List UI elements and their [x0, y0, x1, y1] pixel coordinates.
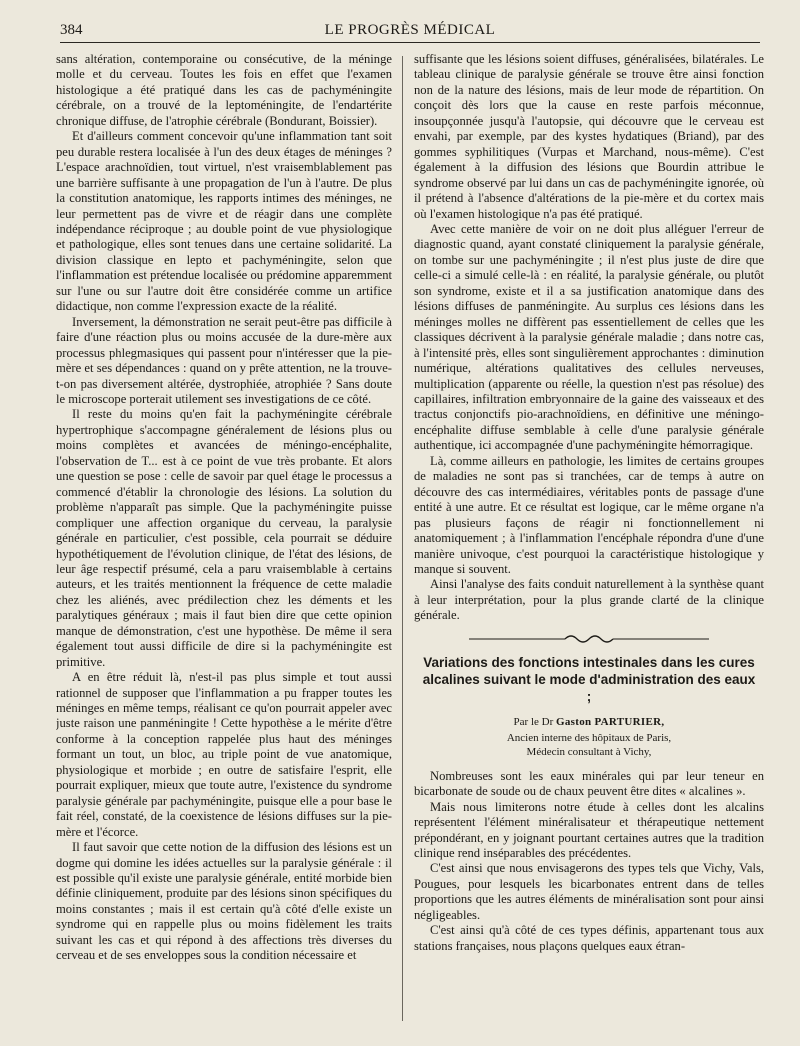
paragraph: Mais nous limiterons notre étude à celles dont les alcalins représentent l'élément minéralisateur et thérapeutique nettement prépondérant, en y joignant pourtant certaines autres que la tradition clinique rend inséparables des précédentes. [414, 799, 764, 861]
author-affiliation: Ancien interne des hôpitaux de Paris, [506, 731, 672, 744]
paragraph: suffisante que les lésions soient diffuses, généralisées, bilatérales. Le tableau clinique de paralysie générale se trouve être ainsi fonction non de la nature des lésions, mais de leur mode de répartition. On conçoit dès lors que la cause en reste parfois méconnue, insoupçonnée jusqu'à l'autopsie, qui découvre que le cerveau est envahi, par exemple, par des kystes hydatiques (Briand), par des gommes syphilitiques (Vurpas et Marchand, nous-même). C'est également à la diffusion des lésions que Bourdin attribue le syndrome observé par lui dans un cas de pachyméningite ignorée, où il prétend à l'absence d'altérations de la pie-mère et du cortex mais où l'examen histologique n'a pas été pratiqué. [414, 52, 764, 221]
paragraph: sans altération, contemporaine ou consécutive, de la méninge molle et du cerveau. Toutes les fois en effet que l'examen histologique a été pratiqué dans les cas de pachyméningite cérébrale, on a trouvé de la leptoméningite, de l'endartérite chronique diffuse, de l'atrophie cérébrale (Bondurant, Boissier). [56, 52, 392, 128]
ornament-divider-icon [469, 632, 709, 646]
column-divider [402, 56, 403, 1021]
byline-prefix: Par le Dr [513, 715, 554, 728]
paragraph: Et d'ailleurs comment concevoir qu'une inflammation tant soit peu durable restera localisée à l'un des deux étages de méninges ? L'espace arachnoïdien, tout virtuel, n'est vraisemblablement pas une barrière suffisante à une propagation de l'un à l'autre. De plus la constitution anatomique, les rapports intimes des méninges, ne leur permettent pas de vivre et de réagir dans une complète indépendance réciproque ; au double point de vue physiologique et pathologique, elles sont tenues dans une certaine solidarité. La division classique en lepto et pachyméningite, selon que l'inflammation est prétendue localisée ou prédomine apparemment sur l'une ou sur l'autre doit être considérée comme un artifice didactique, non comme l'expression exacte de la réalité. [56, 129, 392, 314]
article-byline [414, 715, 764, 730]
paragraph: Il faut savoir que cette notion de la diffusion des lésions est un dogme qui domine les idées actuelles sur la paralysie générale : il est possible qu'il existe une paralysie générale, entité morbide bien définie cliniquement, produite par des lésions sinon spécifiques du moins constantes ; mais il est certain qu'à côté d'elle existe un syndrome qui en rappelle plus ou moins fidèlement les traits suivant les cas et qui répond à des affections très diverses du cerveau et de ses enveloppes sous la condition nécessaire et [56, 840, 392, 963]
journal-title: LE PROGRÈS MÉDICAL [324, 22, 496, 38]
paragraph: Avec cette manière de voir on ne doit plus alléguer l'erreur de diagnostic quand, ayant constaté cliniquement la paralysie générale, on tombe sur une pachyméningite ; il n'est plus juste de dire que celle-ci a simulé celle-là : en réalité, la paralysie générale, ou plutôt son syndrome, existe et il a sa justification anatomique dans des lésions diffuses de panméningite. Au surplus ces lésions dans les méninges molles ne diffèrent pas essentiellement de celles que les classiques décrivent à la paralysie générale maladie ; dans notre cas, à l'intensité près, elles sont singulièrement approchantes : diminution numérique, altérations qualitatives des cellules nerveuses, multiplication (apparente ou réelle, la question n'est pas résolue) des capillaires, infiltration embryonnaire de la gaine des vaisseaux et des tractus conjonctifs pio-arachnoïdiens, en définitive une méningo-encéphalite diffuse semblable à celle d'une paralysie générale authentique, ici accompagnée d'une pachyméningite hémorragique. [414, 221, 764, 453]
paragraph: Nombreuses sont les eaux minérales qui par leur teneur en bicarbonate de soude ou de chaux peuvent être dites « alcalines ». [414, 768, 764, 799]
author-affiliation: Médecin consultant à Vichy, [526, 745, 652, 758]
paragraph: C'est ainsi qu'à côté de ces types définis, appartenant tous aux stations françaises, nous plaçons quelques eaux étran- [414, 923, 764, 953]
paragraph: Il reste du moins qu'en fait la pachyméningite cérébrale hypertrophique s'accompagne généralement de lésions plus ou moins complètes et avancées de méningo-encéphalite, l'observation de T... est à ce point de vue très probante. Et alors une question se pose : celle de savoir par quel étage le processus a commencé d'établir la chronologie des lésions. La solution du problème n'apparaît pas simple. Que la pachyméningite puisse compliquer une affection organique du cerveau, la paralysie générale en particulier, c'est possible, cela pourrait se déduire hypothétiquement de l'évolution clinique, de l'état des lésions, de leur âge respectif présumé, cela a paru vraisemblable à certains auteurs, et les traités mentionnent la fréquence de cette maladie chez les aliénés, avec prédilection chez les déments et les paralytiques généraux ; mais il faut bien dire que cette opinion manque de démonstration, c'est une hypothèse. De même il sera également tout aussi difficile de dire si la pachyméningite est primitive. [56, 407, 392, 669]
section-ornament [414, 632, 764, 648]
paragraph: C'est ainsi que nous envisagerons des types tels que Vichy, Vals, Pougues, pour lesquels les bicarbonates entrent dans de telles proportions que les autres éléments de minéralisation sont pour ainsi négligeables. [414, 861, 764, 922]
paragraph: A en être réduit là, n'est-il pas plus simple et tout aussi rationnel de supposer que l'inflammation a pu frapper toutes les méninges en même temps, réalisant ce qu'on pourrait appeler avec juste raison une panméningite ! Cette hypothèse a le mérite d'être conforme à la conception rappelée plus haut des méninges formant un tout, un bloc, au triple point de vue anatomique, physiologique et morbide ; en outre de satisfaire l'esprit, elle pourrait expliquer, mieux que toute autre, l'existence du syndrome paralysie générale par pachyméningite, puisque elle a pour base le fait réel, constaté, de la coexistence de lésions diffuses sur la pie-mère et l'écorce. [56, 670, 392, 839]
running-header [60, 22, 760, 43]
right-column [414, 52, 764, 1027]
paragraph: Là, comme ailleurs en pathologie, les limites de certains groupes de maladies ne sont pas si tranchées, car de temps à autre on découvre des cas intermédiaires, véritables ponts de passage d'une entité à une autre. Et ce résultat est logique, car le même organe n'a pas plusieurs façons de réagir ni fonctionnellement ni anatomiquement ; à l'inflammation l'encéphale répondra d'une d'une manière univoque, c'est pourquoi la caractéristique histologique y manque si souvent. [414, 453, 764, 576]
author-name: Gaston PARTURIER, [556, 715, 665, 728]
paragraph: Ainsi l'analyse des faits conduit naturellement à la synthèse quant à leur interprétation, pour la plus grande clarté de la clinique générale. [414, 577, 764, 623]
article-title: Variations des fonctions intestinales dans les cures alcalines suivant le mode d'administration des eaux ; [422, 654, 756, 704]
left-column [56, 52, 392, 1022]
paragraph: Inversement, la démonstration ne serait peut-être pas difficile à faire d'une réaction plus ou moins accusée de la dure-mère aux processus phlegmasiques qui passent pour n'intéresser que la pie-mère et ses dépendances : quand on y prête attention, ne la trouve-t-on pas diversement altérée, dystrophiée, atrophiée ? Sans doute le microscope porterait utilement ses investigations de ce côté. [56, 314, 392, 406]
page-number: 384 [60, 22, 83, 38]
